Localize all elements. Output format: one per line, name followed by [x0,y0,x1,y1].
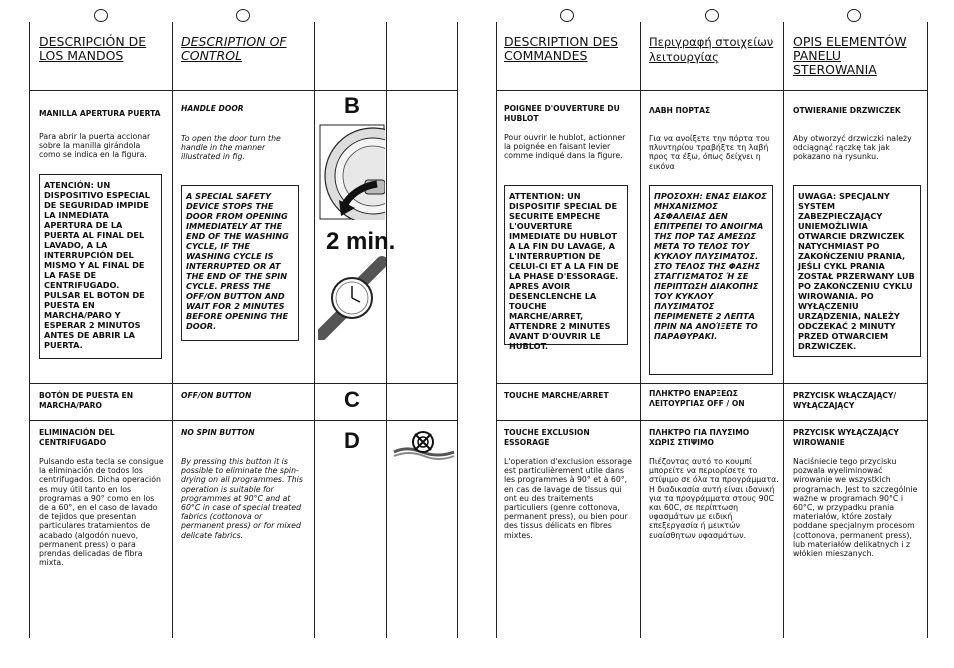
column-divider [927,22,928,638]
warning-box-es: ATENCIÓN: UN DISPOSITIVO ESPECIAL DE SEGURIDAD IMPIDE LA INMEDIATA APERTURA DE LA PUERTA AL FINAL DEL LAVADO, A LA INTERRUPCIÓN DEL MISMO Y AL FINAL DE LA FASE DE CENTRIFUGADO. PULSAR EL BOTON DE PUESTA EN MARCHA/PARO Y ESPERAR 2 MINUTOS ANTES DE ABRIR LA PUERTA. [39,174,162,359]
warning-box-el: ΠΡΟΣΟΧΗ: ΕΝΑΣ ΕΙΔΚΟΣ ΜΗΧΑΝΙΣΜΟΣ ΑΣΦΑΛΕΙΑΣ ΔΕΝ ΕΠΙΤΡΕΠΕΙ ΤΟ ΑΝΟΙΓΜΑ ΤΗΣ ΠΟΡ ΤΑΣ ΑΜΕΣΩΣ ΜΕΤΑ ΤΟ ΤΕΛΟΣ ΤΟΥ ΚΥΚΛΟΥ ΠΛΥΣΙΜΑΤΟΣ. ΣΤΟ ΤΕΛΟΣ ΤΗΣ ΦΑΣΗΣ ΣΤΑΓΓΙΣΜΑΤΟΣ Ή ΣΕ ΠΕΡΙΠΤΩΣΗ ΔΙΑΚΟΠΗΣ ΤΟΥ ΚΥΚΛΟΥ ΠΛΥΣΙΜΑΤΟΣ ΠΕΡΙΜΕΝΕΤΕ 2 ΛΕΠΤΑ ΠΡΙΝ ΝΑ ΑΝΟΊΞΕΤΕ ΤΟ ΠΑΡΑΘΥΡΑΚΙ. [649,185,773,375]
text-door-handle-el: Για να ανοίξετε την πόρτα του πλυντηρίου τραβήξτε τη λαβή προς τα έξω, όπως δείχνει η εικόνα [649,134,770,171]
row-divider [496,420,927,421]
column-divider [29,22,30,638]
column-header-pl: OPIS ELEMENTÓW PANELU STEROWANIA [793,34,907,77]
text-nospin-fr: L'operation d'exclusion essorage est particulièrement utile dans les programmes à 90° et à 60°, en cas de lavage de tissus qui ont eu des traitements particuliers (genre cottonova, permanent press), ou bien pour des tissus délicats en fibres mixtes. [504,457,632,540]
label-nospin-es: ELIMINACIÓN DEL CENTRIFUGADO [39,428,115,447]
wait-two-minutes-label: 2 min. [326,228,396,255]
text-door-handle-es: Para abrir la puerta accionar sobre la manilla girándola como se indica en la figura. [39,132,151,160]
punch-hole-mark [94,9,108,22]
punch-hole-mark [236,9,250,22]
row-divider [29,383,457,384]
text-nospin-pl: Naciśniecie tego przycisku pozwala wyeliminować wirowanie we wszystkich programach. Jest to szczególnie ważne w programach 90°C i 60°C, w przypadku prania materiałów, które zostały poddane specjalnym procesom (cottonova, permanent press), lub materiałów delikatnych i z włókien mieszanych. [793,457,918,559]
text-nospin-en: By pressing this button it is possible to eliminate the spin-drying on all programmes. This operation is suitable for programmes at 90°C and at 60°C in case of special treated fabrics (cottonova or permanent press) or for mixed delicate fabrics. [181,457,303,540]
label-onoff-es: BOTÓN DE PUESTA EN MARCHA/PARO [39,391,134,410]
figure-label-b: B [344,93,360,118]
label-onoff-en: OFF/ON BUTTON [181,391,252,400]
label-nospin-el: ΠΛΗΚΤΡΟ ΓΙΑ ΠΛΥΣΙΜΟ ΧΩΡΙΣ ΣΤΙΨΙΜΟ [649,428,750,447]
label-onoff-el: ΠΛΗΚΤΡΟ ΕΝΑΡΞΕΩΣ ΛΕΙΤΟΥΡΓΙΑΣ OFF / ON [649,389,745,408]
column-divider [783,22,784,638]
label-nospin-fr: TOUCHE EXCLUSION ESSORAGE [504,428,590,447]
text-door-handle-pl: Aby otworzyć drzwiczki należy odciągnąć rączkę tak jak pokazano na rysunku. [793,134,912,162]
label-nospin-en: NO SPIN BUTTON [181,428,255,437]
label-door-handle-en: HANDLE DOOR [181,104,244,113]
warning-box-en: A SPECIAL SAFETY DEVICE STOPS THE DOOR FROM OPENING IMMEDIATELY AT THE END OF THE WASHING CYCLE, IF THE WASHING CYCLE IS INTERRUPTED OR AT THE END OF THE SPIN CYCLE. PRESS THE OFF/ON BUTTON AND WAIT FOR 2 MINUTES BEFORE OPENING THE DOOR. [181,185,299,341]
column-divider [314,22,315,638]
row-divider [29,90,457,91]
row-divider [496,383,927,384]
punch-hole-mark [705,9,719,22]
column-divider [172,22,173,638]
column-header-es: DESCRIPCIÓN DE LOS MANDOS [39,34,147,63]
column-divider [496,22,497,638]
label-door-handle-pl: OTWIERANIE DRZWICZEK [793,106,901,115]
text-door-handle-en: To open the door turn the handle in the manner illustrated in fig. [181,134,281,162]
right-page [477,0,954,668]
door-handle-illustration [319,124,385,220]
label-onoff-fr: TOUCHE MARCHE/ARRET [504,391,609,400]
label-door-handle-fr: POIGNEE D'OUVERTURE DU HUBLOT [504,104,620,123]
column-header-en: DESCRIPTION OF CONTROL [181,34,287,63]
column-header-el: Περιγραφή στοιχείων λειτουργίας [649,35,774,64]
warning-box-fr: ATTENTION: UN DISPOSITIF SPECIAL DE SECURITE EMPECHE L'OUVERTURE IMMEDIATE DU HUBLOT A LA FIN DU LAVAGE, A L'INTERRUPTION DE CELUI-CI ET A LA FIN DE LA PHASE D'ESSORAGE. APRES AVOIR DESENCLENCHE LA TOUCHE MARCHE/ARRET, ATTENDRE 2 MINUTES AVANT D'OUVRIR LE HUBLOT. [504,185,628,345]
figure-label-d: D [344,428,360,453]
column-header-fr: DESCRIPTION DES COMMANDES [504,34,619,63]
punch-hole-mark [847,9,861,22]
text-nospin-es: Pulsando esta tecla se consigue la eliminación de todos los centrifugados. Dicha operación es muy útil tanto en los programas a 90° como en los de a 60°, en el caso de lavado de tejidos que presentan particulares tratamientos de acabado (algodón nuevo, permanent press) o para prendas delicadas de fibra mixta. [39,457,164,568]
wristwatch-icon [318,256,386,340]
text-door-handle-fr: Pour ouvrir le hublot, actionner la poignée en faisant levier comme indiqué dans la figure. [504,133,626,161]
punch-hole-mark [560,9,574,22]
row-divider [496,90,927,91]
column-divider [640,22,641,638]
label-door-handle-el: ΛΑΒΗ ΠΟΡΤΑΣ [649,106,711,115]
label-door-handle-es: MANILLA APERTURA PUERTA [39,109,161,118]
column-divider [457,22,458,638]
figure-label-c: C [344,387,360,412]
row-divider [29,420,457,421]
text-nospin-el: Πιέζοντας αυτό το κουμπί μπορείτε να περιορίσετε το στίψιμο σε όλα τα προγράμματα. Η διαδικασία αυτή είναι ιδανική για τα προγράμματα στους 90C και 60C, σε περίπτωση υφασμάτων με ειδική επεξεργασία ή μεικτών ευαίσθητων υφασμάτων. [649,457,779,540]
label-onoff-pl: PRZYCISK WŁĄCZAJĄCY/ WYŁĄCZAJĄCY [793,391,897,410]
column-divider [386,22,387,638]
label-nospin-pl: PRZYCISK WYŁĄCZAJĄCY WIROWANIE [793,428,899,447]
no-spin-icon [392,430,456,460]
warning-box-pl: UWAGA: SPECJALNY SYSTEM ZABEZPIECZAJĄCY UNIEMOŻLIWIA OTWARCIE DRZWICZEK NATYCHMIAST PO ZAKOŃCZENIU PRANIA, JEŚLI CYKL PRANIA ZOSTAŁ PRZERWANY LUB PO ZAKOŃCZENIU CYKLU WIROWANIA. PO WYŁĄCZENIU URZĄDZENIA, NALEŻY ODCZEKAĆ 2 MINUTY PRZED OTWARCIEM DRZWICZEK. [793,185,921,357]
